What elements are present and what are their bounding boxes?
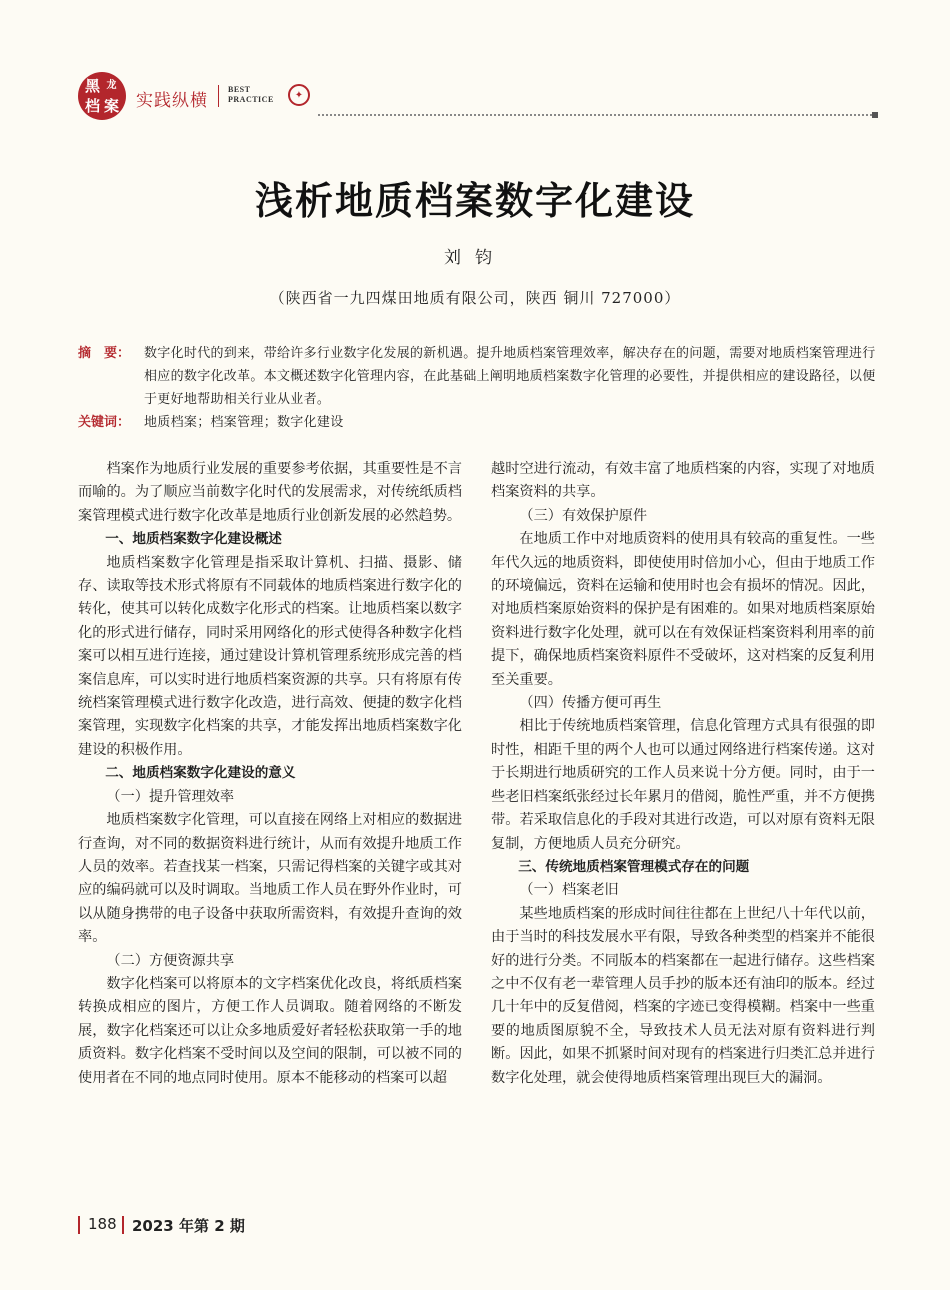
practice-line: PRACTICE (228, 95, 274, 104)
journal-logo (78, 72, 126, 120)
best-line: BEST (228, 85, 251, 94)
paragraph: 在地质工作中对地质资料的使用具有较高的重复性。一些年代久远的地质资料，即使使用时倍加小心，但由于地质工作的环境偏远，资料在运输和使用时也会有损坏的情况。因此，对地质档案原始资料的保护是有困难的。如果对地质档案原始资料进行数字化处理，就可以在有效保证档案资料利用率的前提下，确保地质档案资料原件不受破坏，这对档案的反复利用至关重要。 (491, 531, 875, 688)
paragraph: 数字化档案可以将原本的文字档案优化改良，将纸质档案转换成相应的图片，方便工作人员调取。随着网络的不断发展，数字化档案还可以让众多地质爱好者轻松获取第一手的地质资料。数字化档案不受时间以及空间的限制，可以被不同的使用者在不同的地点同时使用。原本不能移动的档案可以超 (78, 975, 462, 1086)
keywords-label: 关键词： (78, 415, 131, 430)
author-affiliation: （陕西省一九四煤田地质有限公司，陕西 铜川 727000） (269, 289, 681, 307)
paragraph: 相比于传统地质档案管理，信息化管理方式具有很强的即时性，相距千里的两个人也可以通过网络进行档案传递。这对于长期进行地质研究的工作人员来说十分方便。同时，由于一些老旧档案纸张经过长年累月的借阅，脆性严重，并不方便携带。若采取信息化的手段对其进行改造，可以对原有资料无限复制，方便地质人员充分研究。 (491, 718, 875, 852)
paragraph: 某些地质档案的形成时间往往都在上世纪八十年代以前，由于当时的科技发展水平有限，导致各种类型的档案并不能很好的进行分类。不同版本的档案都在一起进行储存。这些档案之中不仅有老一辈管理人员手抄的版本还有油印的版本。经过几十年中的反复借阅，档案的字迹已变得模糊。档案中一些重要的地质图原貌不全，导致技术人员无法对原有资料进行判断。因此，如果不抓紧时间对现有的档案进行归类汇总并进行数字化处理，就会使得地质档案管理出现巨大的漏洞。 (491, 905, 875, 1086)
abstract-text: 数字化时代的到来，带给许多行业数字化发展的新机遇。提升地质档案管理效率，解决存在的问题，需要对地质档案管理进行相应的数字化改革。本文概述数字化管理内容，在此基础上阐明地质档案数字化管理的必要性，并提供相应的建设路径，以便于更好地帮助相关行业从业者。 (144, 346, 876, 407)
best-practice-label (228, 85, 274, 105)
subsection-heading: （一）档案老旧 (519, 882, 619, 899)
page-number: 188 (88, 1215, 117, 1233)
issue-label: 2023 年第 2 期 (132, 1217, 245, 1235)
abstract-row (78, 342, 876, 411)
keywords-text: 地质档案；档案管理；数字化建设 (144, 415, 344, 430)
body-column-right (491, 458, 875, 1090)
logo-char: 案 (103, 96, 119, 115)
header-rule-end (872, 112, 878, 118)
section-heading: 二、地质档案数字化建设的意义 (105, 765, 296, 782)
keywords-row (78, 411, 876, 434)
paragraph: 地质档案数字化管理，可以直接在网络上对相应的数据进行查询，对不同的数据资料进行统计，从而有效提升地质工作人员的效率。若查找某一档案，只需记得档案的关键字或其对应的编码就可以及时调取。当地质工作人员在野外作业时，可以从随身携带的电子设备中获取所需资料，有效提升查询的效率。 (78, 812, 462, 946)
emblem-icon: ✦ (288, 84, 310, 106)
logo-char: 龙 (106, 80, 117, 91)
logo-char: 档 (84, 96, 100, 115)
footer-bar (122, 1216, 124, 1234)
subsection-heading: （一）提升管理效率 (106, 788, 235, 805)
body-column-left (78, 458, 462, 1090)
abstract-block (78, 342, 876, 434)
paragraph: 地质档案数字化管理是指采取计算机、扫描、摄影、储存、读取等技术形式将原有不同载体的地质档案进行数字化的转化，使其可以转化成数字化形式的档案。让地质档案以数字化的形式进行储存，同时采用网络化的形式使得各种数字化档案可以相互进行连接，通过建设计算机管理系统形成完善的档案信息库，可以实时进行地质档案资源的共享。只有将原有传统档案管理模式进行数字化改造，进行高效、便捷的数字化档案管理，实现数字化档案的共享，才能发挥出地质档案数字化建设的积极作用。 (78, 554, 462, 758)
section-name: 实践纵横 (136, 91, 208, 111)
paragraph: 档案作为地质行业发展的重要参考依据，其重要性是不言而喻的。为了顺应当前数字化时代的发展需求，对传统纸质档案管理模式进行数字化改革是地质行业创新发展的必然趋势。 (78, 461, 462, 524)
footer-bar (78, 1216, 80, 1234)
subsection-heading: （二）方便资源共享 (106, 952, 235, 969)
subsection-heading: （四）传播方便可再生 (519, 695, 662, 712)
logo-char: 黑 (84, 76, 100, 95)
paragraph: 越时空进行流动，有效丰富了地质档案的内容，实现了对地质档案资料的共享。 (491, 461, 875, 501)
author-name: 刘钧 (444, 248, 506, 268)
section-heading: 一、地质档案数字化建设概述 (105, 531, 282, 548)
article-title: 浅析地质档案数字化建设 (254, 178, 695, 223)
section-heading: 三、传统地质档案管理模式存在的问题 (518, 858, 750, 875)
header-rule (318, 114, 876, 116)
subsection-heading: （三）有效保护原件 (519, 507, 648, 524)
abstract-label: 摘 要： (78, 346, 131, 361)
header-divider (218, 85, 219, 107)
page-header (78, 72, 878, 120)
